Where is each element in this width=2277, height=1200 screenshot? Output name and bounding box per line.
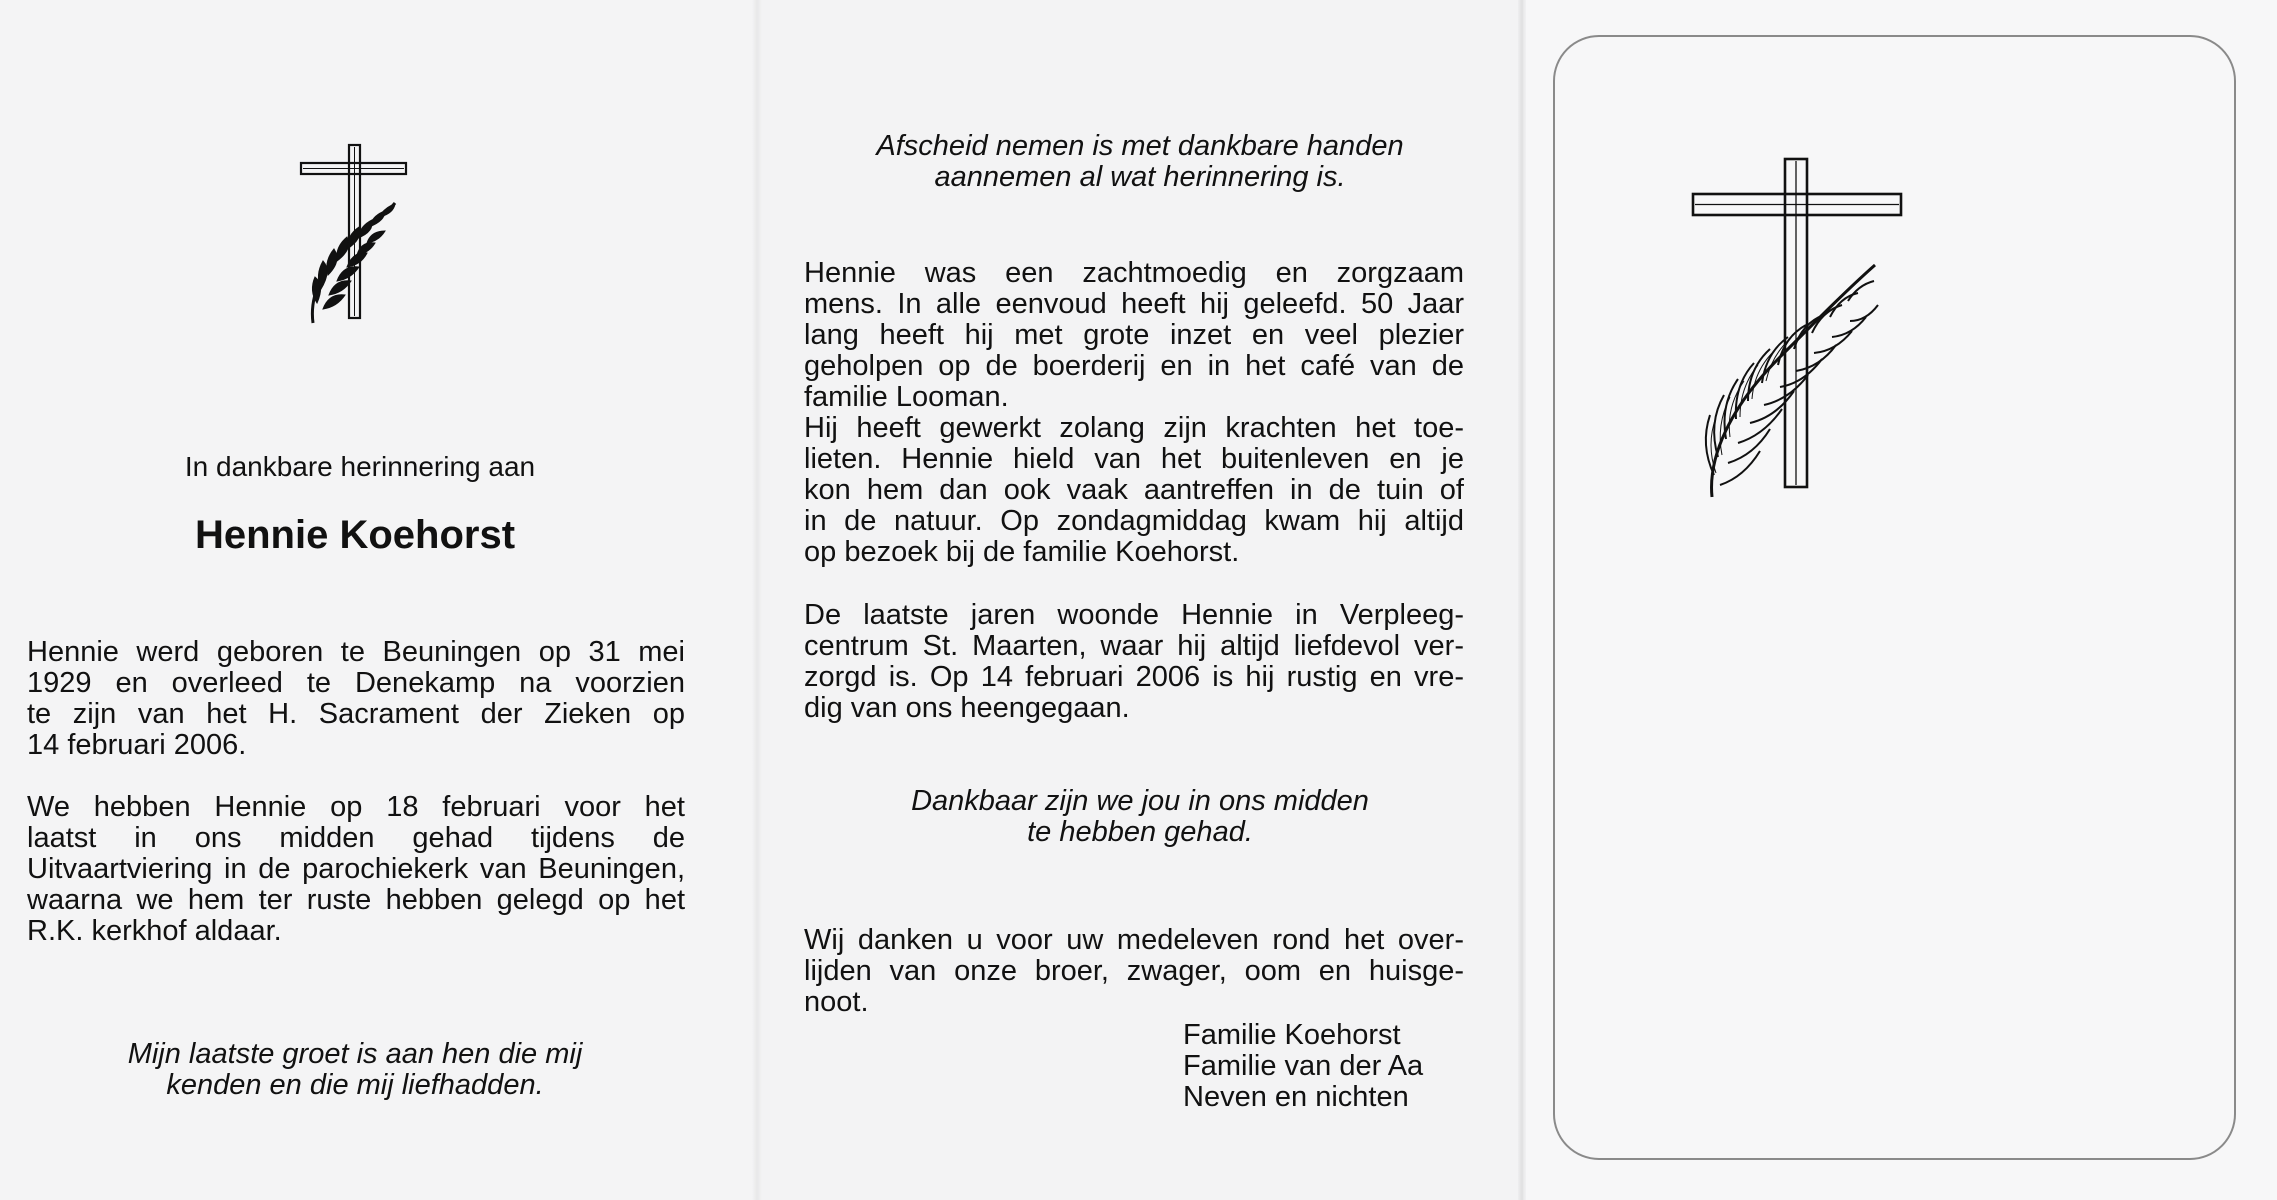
text-line: in de natuur. Op zondagmiddag kwam hij altijd [804,505,1464,537]
text-line: Hennie was een zachtmoedig en zorgzaam [804,257,1464,289]
text-line: familie Looman. [804,381,1009,413]
text-line: Afscheid nemen is met dankbare handen [876,130,1404,162]
text-line: geholpen op de boerderij en in het café van de [804,350,1464,382]
text-line: lang heeft hij met grote inzet en veel plezier [804,319,1464,351]
deceased-name: Hennie Koehorst [194,513,516,557]
text-line: We hebben Hennie op 18 februari voor het [27,791,685,823]
signature-line: Familie van der Aa [1183,1050,1424,1082]
text-line: laatst in ons midden gehad tijdens de [27,822,685,854]
fold-line [1518,0,1526,1200]
text-line: mens. In alle eenvoud heeft hij geleefd. 50 Jaar [804,288,1464,320]
text-line: Hij heeft gewerkt zolang zijn krachten het toe- [804,412,1464,444]
signature-line: Neven en nichten [1183,1081,1409,1113]
text-line: De laatste jaren woonde Hennie in Verpleeg- [804,599,1464,631]
text-line: kon hem dan ook vaak aantreffen in de tuin of [804,474,1464,506]
life-paragraph [804,258,1464,568]
text-line: centrum St. Maarten, waar hij altijd liefdevol ver- [804,630,1464,662]
text-line: Uitvaartviering in de parochiekerk van Beuningen, [27,853,685,885]
text-line: noot. [804,986,869,1018]
text-line: Mijn laatste groet is aan hen die mij [127,1038,583,1070]
text-line: 14 februari 2006. [27,729,247,761]
text-line: zorgd is. Op 14 februari 2006 is hij rustig en vre- [804,661,1464,693]
text-line: lieten. Hennie hield van het buitenleven en je [804,443,1464,475]
text-line: te hebben gehad. [1027,816,1253,848]
text-line: aannemen al wat herinnering is. [934,161,1346,193]
text-line: 1929 en overleed te Denekamp na voorzien [27,667,685,699]
text-line: op bezoek bij de familie Koehorst. [804,536,1240,568]
cross-with-palm-icon [295,143,415,328]
text-line: kenden en die mij liefhadden. [166,1069,544,1101]
text-line: waarna we hem ter ruste hebben gelegd op het [27,884,685,916]
closing-quote [60,1039,650,1101]
text-line: Wij danken u voor uw medeleven rond het over- [804,924,1464,956]
text-line: te zijn van het H. Sacrament der Zieken op [27,698,685,730]
thanks-paragraph [804,925,1464,1018]
text-line: dig van ons heengegaan. [804,692,1130,724]
care-paragraph [804,600,1464,724]
text-line: Hennie werd geboren te Beuningen op 31 mei [27,636,685,668]
text-line: Dankbaar zijn we jou in ons midden [911,785,1369,817]
family-signatures [1183,1020,1483,1113]
funeral-paragraph [27,792,685,947]
fold-line [752,0,762,1200]
gratitude-quote [800,786,1480,848]
dedication-intro: In dankbare herinnering aan [184,451,536,482]
opening-quote [800,131,1480,193]
text-line: lijden van onze broer, zwager, oom en huisge- [804,955,1464,987]
birth-death-paragraph [27,637,685,761]
text-line: R.K. kerkhof aldaar. [27,915,282,947]
signature-line: Familie Koehorst [1183,1019,1401,1051]
cross-with-palm-icon [1690,157,1910,502]
